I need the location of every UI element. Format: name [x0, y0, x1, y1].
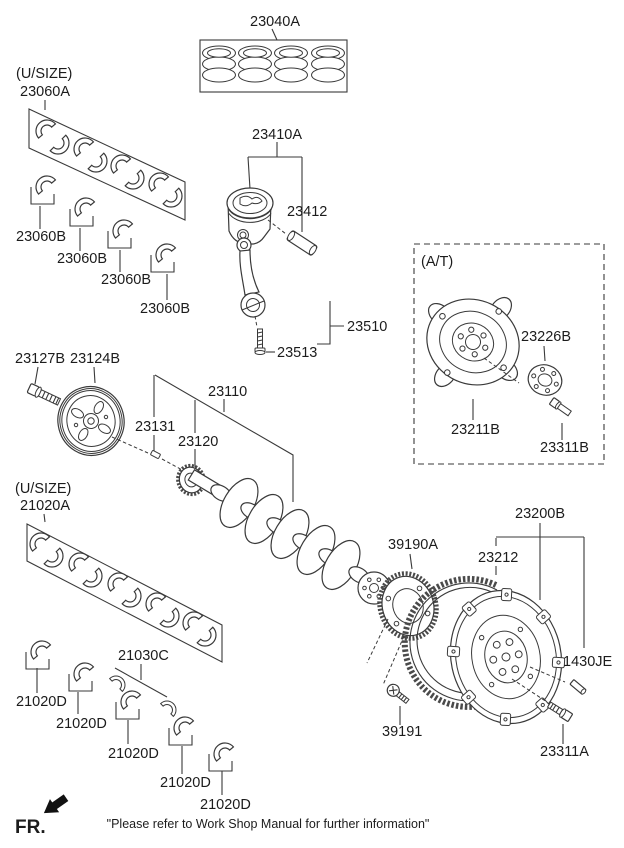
crank-bearing-set-drawing — [16, 66, 190, 317]
label-drive-plate-bolt: 23311B — [540, 440, 589, 456]
bearing-shell — [108, 216, 132, 248]
bearing-shell — [169, 713, 193, 745]
label-flywheel-bolt: 23311A — [540, 744, 589, 760]
label-piston-ring-set: 23040A — [250, 14, 300, 30]
label-conrod-bolt: 23513 — [277, 345, 318, 361]
label-piston-pin: 23412 — [287, 204, 328, 220]
label-thrust-washer: 21030C — [118, 648, 169, 664]
label-sensor-wheel: 39190A — [388, 537, 438, 553]
bearing-shell — [26, 637, 50, 669]
label-crank-bearing-4: 23060B — [140, 301, 190, 317]
label-pulley-bolt: 23127B — [15, 351, 65, 367]
bearing-pair — [179, 608, 221, 651]
flywheel-bolt-drawing — [547, 701, 573, 722]
label-main-bearing-5: 21020D — [200, 797, 251, 813]
bearing-pair — [26, 529, 68, 572]
woodruff-key-drawing — [150, 450, 160, 459]
label-main-bearing-2: 21020D — [56, 716, 107, 732]
label-crank-bearing-set: 23060A — [20, 84, 70, 100]
at-section-drawing — [398, 244, 604, 464]
bearing-shell — [69, 659, 93, 691]
label-flywheel: 23200B — [515, 506, 565, 522]
label-piston: 23410A — [252, 127, 302, 143]
label-crank-sprocket: 23120 — [178, 434, 219, 450]
label-main-bearing-1: 21020D — [16, 694, 67, 710]
label-connecting-rod: 23510 — [347, 319, 388, 335]
piston-assembly-drawing — [227, 127, 387, 361]
pulley-wheel-drawing — [50, 379, 132, 463]
bearing-pair — [104, 569, 146, 612]
bearing-shell — [151, 240, 175, 272]
label-pulley: 23124B — [70, 351, 120, 367]
label-adapter-plate: 23226B — [521, 329, 571, 345]
crankshaft-body-drawing — [188, 470, 390, 604]
footer-note: "Please refer to Work Shop Manual for further information" — [106, 817, 430, 831]
label-drive-plate: 23211B — [451, 422, 500, 438]
bearing-pair — [65, 549, 107, 592]
bearing-shell — [116, 687, 140, 719]
bearing-shell — [209, 739, 233, 771]
label-usize-bottom: (U/SIZE) — [15, 481, 72, 497]
bearing-shell — [31, 172, 55, 204]
label-main-bearing-3: 21020D — [108, 746, 159, 762]
dowel-pin-drawing — [570, 680, 587, 695]
bearing-pair — [142, 589, 184, 632]
piston-ring-set-drawing — [200, 14, 347, 92]
adapter-plate-drawing — [524, 360, 566, 400]
fr-label: FR. — [15, 817, 46, 838]
label-dowel-pin: 1430JE — [563, 654, 613, 670]
label-at: (A/T) — [421, 254, 454, 270]
connecting-rod-drawing — [237, 238, 265, 317]
bearing-pair — [145, 169, 187, 212]
label-ring-gear: 23212 — [478, 550, 519, 566]
bearing-shell — [70, 194, 94, 226]
label-crank-bearing-2: 23060B — [57, 251, 107, 267]
label-main-bearing-4: 21020D — [160, 775, 211, 791]
thrust-washer — [161, 697, 180, 716]
pulley-bolt-drawing — [27, 383, 62, 407]
label-main-bearing-set: 21020A — [20, 498, 70, 514]
piston-drawing — [227, 188, 273, 244]
flywheel-assembly-drawing — [367, 506, 613, 760]
fr-direction-arrow — [39, 791, 70, 820]
conrod-bracket — [317, 301, 344, 344]
main-bearing-set-drawing — [15, 481, 251, 813]
piston-pin-drawing — [286, 230, 318, 256]
conrod-bolt-drawing — [255, 329, 265, 355]
crankshaft-drawing — [112, 375, 390, 604]
label-woodruff-key: 23131 — [135, 419, 176, 435]
label-sensor-wheel-bolt: 39191 — [382, 724, 423, 740]
label-crank-bearing-1: 23060B — [16, 229, 66, 245]
damper-pulley-drawing — [15, 351, 132, 463]
label-usize-top: (U/SIZE) — [16, 66, 73, 82]
thrust-washer — [110, 672, 129, 691]
piston-rings — [203, 46, 345, 82]
drive-plate-bolt-drawing — [549, 397, 572, 416]
label-crank-bearing-3: 23060B — [101, 272, 151, 288]
sensor-wheel-bolt-drawing — [385, 682, 411, 706]
label-crankshaft: 23110 — [208, 384, 248, 400]
